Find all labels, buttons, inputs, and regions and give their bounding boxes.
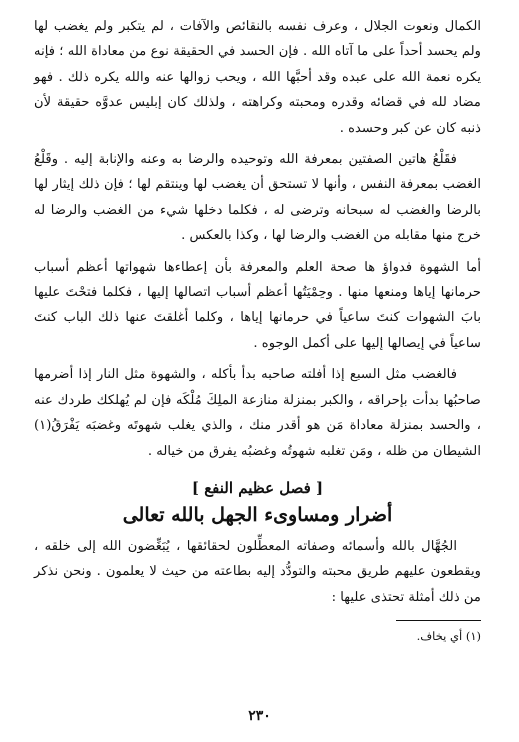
paragraph-4: فالغضب مثل السبع إذا أفلته صاحبه بدأ بأكله ، والشهوة مثل النار إذا أضرمها صاحبُها بدأت بإحراقه ، والكبر بمنزلة منازعة الملِكَ مُلْكَه فإن لم يُهلكك طردك عنه ، والحسد بمنزلة معاداة مَن هو أقدر منك ، والذي يغلب شهوتَه وغضبَه يَفْرَقُ(١) الشيطان من ظله ، ومَن تغلبه شهوتُه وغضبُه يفرق من خياله . [34,367,481,459]
paragraph-1: الكمال ونعوت الجلال ، وعرف نفسه بالنقائص والآفات ، لم يتكبر ولم يغضب لها ولم يحسد أحداً على ما آتاه الله . فإن الحسد في الحقيقة نوع من معاداة الله ؛ فإنه يكره نعمة الله على عبده وقد أحبَّها الله ، ويحب زوالها عنه والله يكره ذلك . فهو مضاد لله في قضائه وقدره ومحبته وكراهته ، ولذلك كان إبليس عدوَّه حقيقة لأن ذنبه كان عن كبر وحسده . [34,19,481,136]
section-title: أضرار ومساوىء الجهل بالله تعالى [122,503,393,526]
page-number: ٢٣٠ [248,708,271,724]
paragraph-3: أما الشهوة فدواؤ ها صحة العلم والمعرفة بأن إعطاءها شهواتها أعظم أسباب حرمانها إياها ومنعها منها . وحِمْيَتُها أعظم أسباب اتصالها إليها ، فكلما فتحْتَ عليها بابَ الشهوات كنتَ ساعياً في حرمانها إياها ، وكلما أغلقتَ عنها ذلك الباب كنتَ ساعياً في إيصالها إليها على أكمل الوجوه . [34,259,481,351]
section-paragraph: الجُهَّال بالله وأسمائه وصفاته المعطِّلون لحقائقها ، يُبَغِّضون الله إلى خلقه ، ويقطعون عليهم طريق محبته والتودُّد إليه بطاعته من حيث لا يعلمون . ونحن نذكر من ذلك أمثلة تحتذى عليها : [34,538,481,605]
footnote-divider [396,620,481,621]
section-tag: [ فصل عظيم النفع ] [191,478,324,497]
paragraph-2: فقَلْعُ هاتين الصفتين بمعرفة الله وتوحيده والرضا به وعنه والإنابة إليه . وقَلْعُ الغضب بمعرفة النفس ، وأنها لا تستحق أن يغضب لها وينتقم لها ؛ فإن ذلك إيثار لها بالرضا والغضب له سبحانه وترضى له ، فكلما دخلها شيء من الغضب والرضا له خرج منها مقابله من الغضب والرضا لها ، وكذا بالعكس . [34,152,481,244]
footnote: (١) أي يخاف. [416,629,481,644]
